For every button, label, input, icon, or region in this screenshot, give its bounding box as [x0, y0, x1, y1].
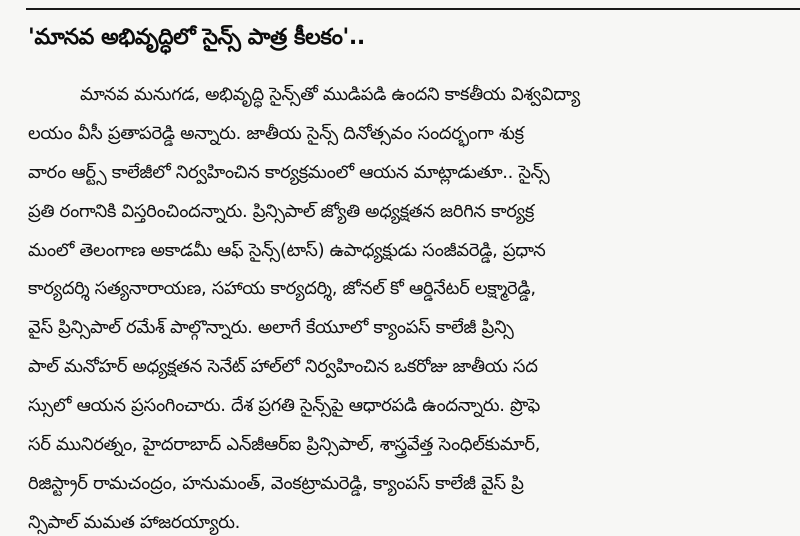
article-line: సర్‌ మునిరత్నం, హైదరాబాద్‌ ఎన్‌జీఆర్‌ఐ ప్రిన్సిపాల్‌, శాస్త్రవేత్త సెంధిల్‌కుమార్‌,	[28, 434, 541, 456]
article-headline: 'మానవ అభివృద్ధిలో సైన్స్‌ పాత్ర కీలకం'..	[28, 25, 365, 50]
article-line: లయం వీసీ ప్రతాపరెడ్డి అన్నారు. జాతీయ సైన్స్‌ దినోత్సవం సందర్భంగా శుక్ర	[28, 122, 524, 144]
article-line: మానవ మనుగడ, అభివృద్ధి సైన్స్‌తో ముడిపడి ఉందని కాకతీయ విశ్వవిద్యా	[80, 84, 580, 105]
article-line: వైస్‌ ప్రిన్సిపాల్‌ రమేశ్‌ పాల్గొన్నారు. అలాగే కేయూలో క్యాంపస్‌ కాలేజీ ప్రిన్సి	[28, 317, 514, 339]
article-line: న్సిపాల్‌ మమత హాజరయ్యారు.	[28, 511, 241, 533]
article-line: స్సులో ఆయన ప్రసంగించారు. దేశ ప్రగతి సైన్స్‌పై ఆధారపడి ఉందన్నారు. ప్రొఫె	[28, 395, 540, 417]
article-line: ప్రతి రంగానికి విస్తరించిందన్నారు. ప్రిన్సిపాల్‌ జ్యోతి అధ్యక్షతన జరిగిన కార్యక్ర	[28, 200, 534, 222]
article-line: పాల్‌ మనోహర్‌ అధ్యక్షతన సెనేట్‌ హాల్‌లో నిర్వహించిన ఒకరోజు జాతీయ సద	[28, 356, 538, 378]
top-rule	[26, 8, 800, 10]
article-line: రిజిస్ట్రార్‌ రామచంద్రం, హనుమంత్‌, వెంకట్రామరెడ్డి, క్యాంపస్‌ కాలేజీ వైస్‌ ప్రి	[28, 472, 524, 494]
article-line: కార్యదర్శి సత్యనారాయణ, సహాయ కార్యదర్శి, జోనల్‌ కో ఆర్డినేటర్‌ లక్ష్మారెడ్డి,	[28, 278, 536, 300]
article-body	[28, 76, 788, 536]
article-line: వారం ఆర్ట్స్‌ కాలేజీలో నిర్వహించిన కార్యక్రమంలో ఆయన మాట్లాడుతూ.. సైన్స్‌	[28, 161, 550, 183]
article-line: మంలో తెలంగాణ అకాడమీ ఆఫ్‌ సైన్స్‌(టాస్‌) ఉపాధ్యక్షుడు సంజీవరెడ్డి, ప్రధాన	[28, 239, 546, 261]
